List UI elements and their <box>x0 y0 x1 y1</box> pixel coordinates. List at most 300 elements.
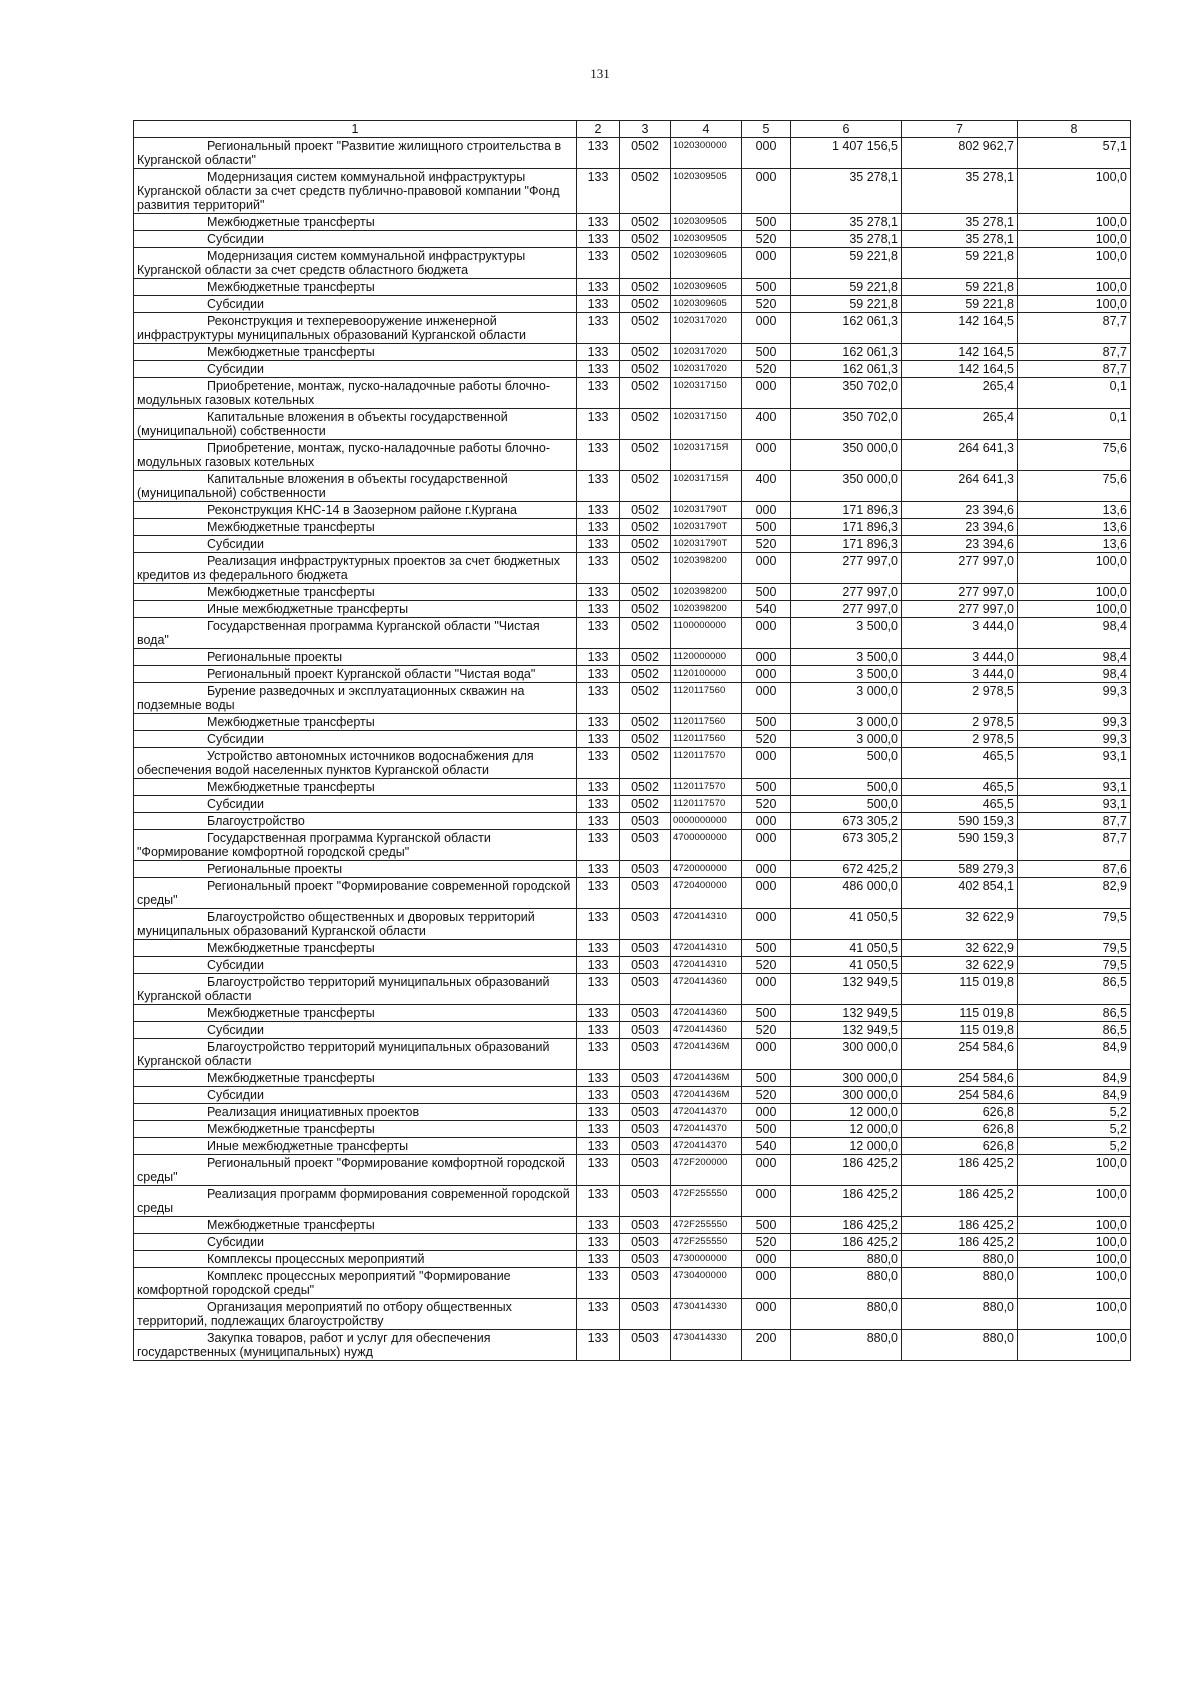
row-planned: 41 050,5 <box>791 909 902 940</box>
row-expense-type: 000 <box>742 138 791 169</box>
row-department: 133 <box>577 169 620 214</box>
row-expense-type: 520 <box>742 361 791 378</box>
row-section: 0502 <box>620 779 671 796</box>
row-expense-type: 540 <box>742 1138 791 1155</box>
row-section: 0502 <box>620 313 671 344</box>
row-department: 133 <box>577 1268 620 1299</box>
row-name <box>134 502 577 519</box>
row-executed: 23 394,6 <box>902 519 1018 536</box>
row-executed: 277 997,0 <box>902 553 1018 584</box>
row-name-text: Комплекс процессных мероприятий "Формирование комфортной городской среды" <box>137 1269 511 1297</box>
row-executed: 186 425,2 <box>902 1186 1018 1217</box>
row-planned: 171 896,3 <box>791 502 902 519</box>
row-name-text: Государственная программа Курганской области "Формирование комфортной городской среды" <box>137 831 491 859</box>
row-target-article: 472041436М <box>671 1070 742 1087</box>
row-planned: 350 000,0 <box>791 440 902 471</box>
table-row <box>134 1070 1131 1087</box>
row-planned: 12 000,0 <box>791 1138 902 1155</box>
row-section: 0503 <box>620 861 671 878</box>
row-target-article: 4720000000 <box>671 861 742 878</box>
row-name-text: Межбюджетные трансферты <box>207 1122 375 1136</box>
row-executed: 2 978,5 <box>902 683 1018 714</box>
row-percent: 86,5 <box>1018 1022 1131 1039</box>
row-percent: 0,1 <box>1018 378 1131 409</box>
row-name <box>134 378 577 409</box>
table-row <box>134 1330 1131 1361</box>
row-percent: 98,4 <box>1018 649 1131 666</box>
row-expense-type: 000 <box>742 248 791 279</box>
row-percent: 75,6 <box>1018 440 1131 471</box>
row-section: 0502 <box>620 536 671 553</box>
row-section: 0502 <box>620 248 671 279</box>
row-executed: 590 159,3 <box>902 830 1018 861</box>
row-name-text: Региональный проект "Формирование современной городской среды" <box>137 879 571 907</box>
row-section: 0503 <box>620 1251 671 1268</box>
row-target-article: 1120117570 <box>671 748 742 779</box>
row-section: 0502 <box>620 378 671 409</box>
row-planned: 3 500,0 <box>791 649 902 666</box>
row-executed: 142 164,5 <box>902 313 1018 344</box>
row-executed: 115 019,8 <box>902 974 1018 1005</box>
row-section: 0502 <box>620 649 671 666</box>
row-planned: 171 896,3 <box>791 536 902 553</box>
row-name-text: Субсидии <box>207 1088 264 1102</box>
row-name-text: Субсидии <box>207 232 264 246</box>
row-section: 0503 <box>620 1330 671 1361</box>
row-executed: 465,5 <box>902 796 1018 813</box>
row-name-text: Устройство автономных источников водоснабжения для обеспечения водой населенных пунктов Курганской области <box>137 749 534 777</box>
row-name <box>134 748 577 779</box>
row-expense-type: 000 <box>742 553 791 584</box>
row-section: 0503 <box>620 1039 671 1070</box>
row-executed: 626,8 <box>902 1104 1018 1121</box>
row-expense-type: 500 <box>742 584 791 601</box>
row-percent: 87,7 <box>1018 313 1131 344</box>
row-section: 0502 <box>620 409 671 440</box>
row-percent: 0,1 <box>1018 409 1131 440</box>
row-section: 0502 <box>620 502 671 519</box>
row-expense-type: 000 <box>742 1186 791 1217</box>
row-name-text: Межбюджетные трансферты <box>207 520 375 534</box>
row-expense-type: 000 <box>742 1155 791 1186</box>
row-department: 133 <box>577 1121 620 1138</box>
row-name-text: Организация мероприятий по отбору общественных территорий, подлежащих благоустройству <box>137 1300 512 1328</box>
row-name <box>134 214 577 231</box>
row-section: 0503 <box>620 1299 671 1330</box>
row-expense-type: 000 <box>742 1039 791 1070</box>
row-name-text: Субсидии <box>207 797 264 811</box>
row-target-article: 472041436М <box>671 1087 742 1104</box>
row-name-text: Субсидии <box>207 362 264 376</box>
table-row <box>134 248 1131 279</box>
row-expense-type: 000 <box>742 813 791 830</box>
row-department: 133 <box>577 1039 620 1070</box>
row-section: 0502 <box>620 731 671 748</box>
row-target-article: 1020317020 <box>671 313 742 344</box>
row-section: 0503 <box>620 1070 671 1087</box>
table-row <box>134 440 1131 471</box>
row-percent: 87,7 <box>1018 361 1131 378</box>
row-planned: 3 500,0 <box>791 666 902 683</box>
row-section: 0502 <box>620 214 671 231</box>
row-executed: 802 962,7 <box>902 138 1018 169</box>
row-percent: 100,0 <box>1018 601 1131 618</box>
row-target-article: 1020317020 <box>671 344 742 361</box>
row-name <box>134 1330 577 1361</box>
row-name <box>134 361 577 378</box>
row-department: 133 <box>577 779 620 796</box>
row-planned: 162 061,3 <box>791 344 902 361</box>
table-row <box>134 519 1131 536</box>
row-percent: 79,5 <box>1018 957 1131 974</box>
row-department: 133 <box>577 813 620 830</box>
row-name-text: Иные межбюджетные трансферты <box>207 1139 409 1153</box>
row-executed: 254 584,6 <box>902 1087 1018 1104</box>
row-target-article: 4720400000 <box>671 878 742 909</box>
row-section: 0502 <box>620 618 671 649</box>
table-row <box>134 1138 1131 1155</box>
row-executed: 2 978,5 <box>902 714 1018 731</box>
row-name-text: Реконструкция и техперевооружение инженерной инфраструктуры муниципальных образований Курганской области <box>137 314 526 342</box>
row-expense-type: 540 <box>742 601 791 618</box>
row-department: 133 <box>577 553 620 584</box>
row-executed: 626,8 <box>902 1121 1018 1138</box>
row-executed: 264 641,3 <box>902 471 1018 502</box>
row-target-article: 1120100000 <box>671 666 742 683</box>
row-planned: 12 000,0 <box>791 1121 902 1138</box>
row-executed: 23 394,6 <box>902 502 1018 519</box>
row-department: 133 <box>577 731 620 748</box>
row-name-text: Капитальные вложения в объекты государственной (муниципальной) собственности <box>137 472 508 500</box>
row-section: 0502 <box>620 344 671 361</box>
row-expense-type: 500 <box>742 279 791 296</box>
row-expense-type: 000 <box>742 169 791 214</box>
row-department: 133 <box>577 861 620 878</box>
row-target-article: 472041436М <box>671 1039 742 1070</box>
row-executed: 32 622,9 <box>902 957 1018 974</box>
row-percent: 5,2 <box>1018 1138 1131 1155</box>
row-executed: 186 425,2 <box>902 1217 1018 1234</box>
row-expense-type: 000 <box>742 666 791 683</box>
row-executed: 277 997,0 <box>902 584 1018 601</box>
row-expense-type: 000 <box>742 618 791 649</box>
row-percent: 86,5 <box>1018 974 1131 1005</box>
row-planned: 186 425,2 <box>791 1155 902 1186</box>
row-executed: 626,8 <box>902 1138 1018 1155</box>
row-target-article: 4720414360 <box>671 1022 742 1039</box>
row-section: 0502 <box>620 666 671 683</box>
table-row <box>134 909 1131 940</box>
row-section: 0503 <box>620 1022 671 1039</box>
row-expense-type: 000 <box>742 878 791 909</box>
row-name <box>134 471 577 502</box>
table-row <box>134 361 1131 378</box>
row-name-text: Капитальные вложения в объекты государственной (муниципальной) собственности <box>137 410 508 438</box>
table-row <box>134 601 1131 618</box>
row-department: 133 <box>577 138 620 169</box>
row-department: 133 <box>577 409 620 440</box>
table-row <box>134 313 1131 344</box>
row-percent: 84,9 <box>1018 1070 1131 1087</box>
row-expense-type: 000 <box>742 440 791 471</box>
row-name <box>134 248 577 279</box>
row-section: 0503 <box>620 1121 671 1138</box>
row-name <box>134 553 577 584</box>
row-name <box>134 779 577 796</box>
row-executed: 589 279,3 <box>902 861 1018 878</box>
row-department: 133 <box>577 649 620 666</box>
table-row <box>134 1087 1131 1104</box>
row-section: 0503 <box>620 1005 671 1022</box>
row-planned: 3 000,0 <box>791 731 902 748</box>
row-executed: 3 444,0 <box>902 649 1018 666</box>
row-section: 0503 <box>620 1268 671 1299</box>
table-row <box>134 618 1131 649</box>
table-row <box>134 830 1131 861</box>
page-number: 131 <box>590 66 610 81</box>
row-planned: 1 407 156,5 <box>791 138 902 169</box>
header-cell: 7 <box>902 121 1018 138</box>
row-name <box>134 683 577 714</box>
row-name <box>134 1087 577 1104</box>
row-target-article: 4730414330 <box>671 1330 742 1361</box>
row-name-text: Модернизация систем коммунальной инфраструктуры Курганской области за счет средств областного бюджета <box>137 249 526 277</box>
row-planned: 277 997,0 <box>791 601 902 618</box>
table-row <box>134 584 1131 601</box>
row-department: 133 <box>577 1299 620 1330</box>
table-row <box>134 666 1131 683</box>
row-name <box>134 1234 577 1251</box>
row-expense-type: 500 <box>742 1121 791 1138</box>
row-executed: 59 221,8 <box>902 279 1018 296</box>
row-department: 133 <box>577 536 620 553</box>
row-target-article: 4720414360 <box>671 1005 742 1022</box>
row-target-article: 102031790Т <box>671 536 742 553</box>
row-percent: 100,0 <box>1018 231 1131 248</box>
row-section: 0502 <box>620 683 671 714</box>
table-row <box>134 861 1131 878</box>
row-department: 133 <box>577 1330 620 1361</box>
row-percent: 100,0 <box>1018 1234 1131 1251</box>
row-section: 0502 <box>620 440 671 471</box>
row-target-article: 4720414310 <box>671 957 742 974</box>
row-section: 0503 <box>620 830 671 861</box>
row-percent: 79,5 <box>1018 909 1131 940</box>
row-expense-type: 500 <box>742 1005 791 1022</box>
row-department: 133 <box>577 974 620 1005</box>
row-target-article: 1120117570 <box>671 779 742 796</box>
row-planned: 350 702,0 <box>791 409 902 440</box>
row-name-text: Реализация инициативных проектов <box>207 1105 420 1119</box>
row-expense-type: 520 <box>742 296 791 313</box>
row-section: 0502 <box>620 471 671 502</box>
row-expense-type: 000 <box>742 909 791 940</box>
row-department: 133 <box>577 878 620 909</box>
row-executed: 35 278,1 <box>902 214 1018 231</box>
row-planned: 3 000,0 <box>791 683 902 714</box>
row-target-article: 1120117560 <box>671 683 742 714</box>
row-name <box>134 231 577 248</box>
row-planned: 500,0 <box>791 796 902 813</box>
row-name-text: Межбюджетные трансферты <box>207 780 375 794</box>
row-percent: 13,6 <box>1018 536 1131 553</box>
row-percent: 75,6 <box>1018 471 1131 502</box>
row-department: 133 <box>577 1138 620 1155</box>
row-name-text: Межбюджетные трансферты <box>207 345 375 359</box>
table-row <box>134 731 1131 748</box>
row-department: 133 <box>577 1005 620 1022</box>
row-executed: 35 278,1 <box>902 231 1018 248</box>
row-department: 133 <box>577 1251 620 1268</box>
row-percent: 93,1 <box>1018 796 1131 813</box>
row-section: 0502 <box>620 796 671 813</box>
row-planned: 186 425,2 <box>791 1217 902 1234</box>
header-cell: 3 <box>620 121 671 138</box>
row-department: 133 <box>577 1234 620 1251</box>
row-section: 0502 <box>620 584 671 601</box>
row-target-article: 1020398200 <box>671 601 742 618</box>
table-row <box>134 1039 1131 1070</box>
row-percent: 100,0 <box>1018 1330 1131 1361</box>
row-name-text: Межбюджетные трансферты <box>207 1071 375 1085</box>
row-planned: 673 305,2 <box>791 813 902 830</box>
table-row <box>134 1186 1131 1217</box>
table-row <box>134 169 1131 214</box>
row-target-article: 1020317020 <box>671 361 742 378</box>
row-name <box>134 909 577 940</box>
row-planned: 500,0 <box>791 779 902 796</box>
table-row <box>134 296 1131 313</box>
row-name-text: Региональные проекты <box>207 650 343 664</box>
row-percent: 100,0 <box>1018 214 1131 231</box>
row-name <box>134 519 577 536</box>
row-expense-type: 000 <box>742 830 791 861</box>
row-expense-type: 520 <box>742 231 791 248</box>
row-planned: 300 000,0 <box>791 1039 902 1070</box>
row-department: 133 <box>577 714 620 731</box>
row-name-text: Закупка товаров, работ и услуг для обеспечения государственных (муниципальных) нужд <box>137 1331 491 1359</box>
table-row <box>134 649 1131 666</box>
row-name <box>134 440 577 471</box>
row-name-text: Реализация программ формирования современной городской среды <box>137 1187 570 1215</box>
row-name <box>134 618 577 649</box>
row-department: 133 <box>577 231 620 248</box>
row-planned: 300 000,0 <box>791 1070 902 1087</box>
row-department: 133 <box>577 313 620 344</box>
row-percent: 100,0 <box>1018 1299 1131 1330</box>
row-section: 0503 <box>620 957 671 974</box>
row-section: 0502 <box>620 279 671 296</box>
header-cell: 2 <box>577 121 620 138</box>
row-percent: 86,5 <box>1018 1005 1131 1022</box>
table-row <box>134 714 1131 731</box>
row-executed: 115 019,8 <box>902 1005 1018 1022</box>
row-target-article: 472F255550 <box>671 1217 742 1234</box>
row-executed: 2 978,5 <box>902 731 1018 748</box>
row-name-text: Межбюджетные трансферты <box>207 941 375 955</box>
row-expense-type: 000 <box>742 1104 791 1121</box>
table-row <box>134 796 1131 813</box>
row-name <box>134 409 577 440</box>
row-name-text: Благоустройство <box>207 814 305 828</box>
row-section: 0503 <box>620 813 671 830</box>
row-name <box>134 1039 577 1070</box>
row-percent: 84,9 <box>1018 1087 1131 1104</box>
row-planned: 132 949,5 <box>791 1005 902 1022</box>
table-row <box>134 974 1131 1005</box>
row-name <box>134 279 577 296</box>
row-planned: 500,0 <box>791 748 902 779</box>
row-name <box>134 296 577 313</box>
row-name <box>134 1268 577 1299</box>
row-target-article: 1020317150 <box>671 378 742 409</box>
table-row <box>134 1217 1131 1234</box>
row-name-text: Межбюджетные трансферты <box>207 215 375 229</box>
row-target-article: 4720414370 <box>671 1104 742 1121</box>
row-expense-type: 520 <box>742 1234 791 1251</box>
row-department: 133 <box>577 601 620 618</box>
row-percent: 87,7 <box>1018 344 1131 361</box>
row-name-text: Комплексы процессных мероприятий <box>207 1252 425 1266</box>
row-name-text: Приобретение, монтаж, пуско-наладочные работы блочно-модульных газовых котельных <box>137 379 551 407</box>
row-target-article: 1020309505 <box>671 231 742 248</box>
row-name <box>134 584 577 601</box>
table-row <box>134 1121 1131 1138</box>
row-section: 0502 <box>620 519 671 536</box>
row-department: 133 <box>577 683 620 714</box>
row-executed: 254 584,6 <box>902 1070 1018 1087</box>
row-name <box>134 731 577 748</box>
row-planned: 300 000,0 <box>791 1087 902 1104</box>
row-planned: 132 949,5 <box>791 1022 902 1039</box>
row-planned: 59 221,8 <box>791 296 902 313</box>
row-department: 133 <box>577 1022 620 1039</box>
row-expense-type: 500 <box>742 1217 791 1234</box>
row-name <box>134 1138 577 1155</box>
row-percent: 87,7 <box>1018 813 1131 830</box>
row-department: 133 <box>577 279 620 296</box>
row-percent: 93,1 <box>1018 779 1131 796</box>
row-department: 133 <box>577 957 620 974</box>
row-percent: 13,6 <box>1018 502 1131 519</box>
row-executed: 465,5 <box>902 748 1018 779</box>
row-executed: 142 164,5 <box>902 344 1018 361</box>
row-name-text: Субсидии <box>207 958 264 972</box>
row-name-text: Приобретение, монтаж, пуско-наладочные работы блочно-модульных газовых котельных <box>137 441 551 469</box>
row-name <box>134 813 577 830</box>
row-expense-type: 500 <box>742 1070 791 1087</box>
row-department: 133 <box>577 378 620 409</box>
row-section: 0503 <box>620 1155 671 1186</box>
row-target-article: 102031790Т <box>671 502 742 519</box>
row-target-article: 472F200000 <box>671 1155 742 1186</box>
row-department: 133 <box>577 748 620 779</box>
row-name <box>134 601 577 618</box>
row-department: 133 <box>577 940 620 957</box>
row-name <box>134 830 577 861</box>
row-expense-type: 500 <box>742 779 791 796</box>
row-section: 0502 <box>620 296 671 313</box>
row-planned: 12 000,0 <box>791 1104 902 1121</box>
row-name <box>134 878 577 909</box>
row-expense-type: 200 <box>742 1330 791 1361</box>
row-planned: 186 425,2 <box>791 1186 902 1217</box>
row-name-text: Реализация инфраструктурных проектов за счет бюджетных кредитов из федерального бюджета <box>137 554 561 582</box>
row-percent: 99,3 <box>1018 683 1131 714</box>
row-expense-type: 500 <box>742 214 791 231</box>
row-percent: 82,9 <box>1018 878 1131 909</box>
row-name <box>134 666 577 683</box>
